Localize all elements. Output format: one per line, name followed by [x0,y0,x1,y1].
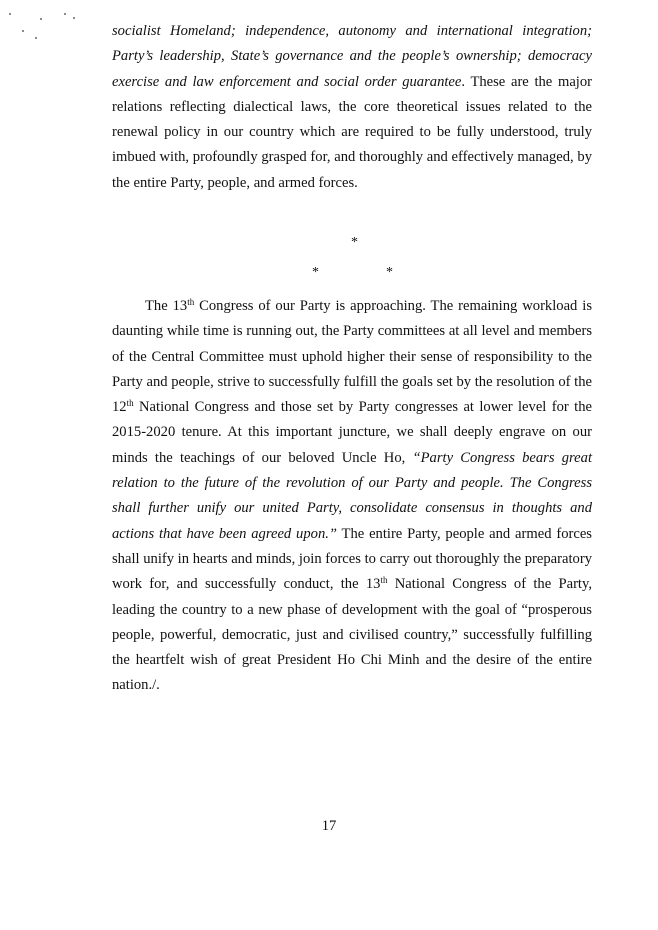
separator-asterisk-right: * [386,265,393,280]
italic-lead-text: socialist Homeland; independence, autonomy and international integration; Party’s leadership, State’s governance and the people’s ownership; democracy exercise and law enforcement and social order guarantee [112,23,592,90]
ordinal-suffix: th [126,398,134,409]
ho-chi-minh-quote: “Party Congress bears great relation to the future of the revolution of our Party and people. The Congress shall further unify our united Party, consolidate consensus in thoughts and actions that have been agreed upon.” [112,449,592,542]
separator-asterisk-left: * [312,265,319,280]
ordinal-suffix: th [380,575,388,586]
scan-speck [22,30,24,32]
paragraph-text: National Congress and those set by Party congresses at lower level for the 2015-2020 tenure. At this important juncture, we shall deeply engrave on our minds the teachings of our beloved Uncle Ho, [112,399,592,466]
body-paragraph-1 [112,19,592,196]
separator-asterisk-top: * [351,235,358,250]
scan-speck [73,17,75,19]
scan-speck [35,37,37,39]
paragraph-text: National Congress of the Party, leading the country to a new phase of development with the goal of “prosperous people, powerful, democratic, just and civilised country,” successfully fulfilling the heartfelt wish of great President Ho Chi Minh and the desire of the entire nation./. [112,576,592,694]
paragraph-text: These are the major relations reflecting dialectical laws, the core theoretical issues related to the renewal policy in our country which are required to be fully understood, truly imbued with, profoundly grasped for, and thoroughly and effectively managed, by the entire Party, people, and armed forces. [112,73,593,191]
paragraph-text: Congress of our Party is approaching. The remaining workload is daunting while time is running out, the Party committees at all level and members of the Central Committee must uphold higher their sense of responsibility to the Party and people, strive to successfully fulfill the goals set by the resolution of the 12 [112,298,592,416]
scan-speck [9,13,11,15]
scan-speck [64,13,66,15]
scan-speck [40,18,42,20]
paragraph-text: The entire Party, people and armed forces shall unify in hearts and minds, join forces to carry out thoroughly the preparatory work for, and successfully conduct, the 13 [112,525,592,593]
ordinal-suffix: th [187,297,195,307]
body-paragraph-2 [112,294,592,699]
paragraph-text: The 13 [145,298,188,314]
sentence-period: . [461,73,466,90]
page-number: 17 [321,818,337,834]
